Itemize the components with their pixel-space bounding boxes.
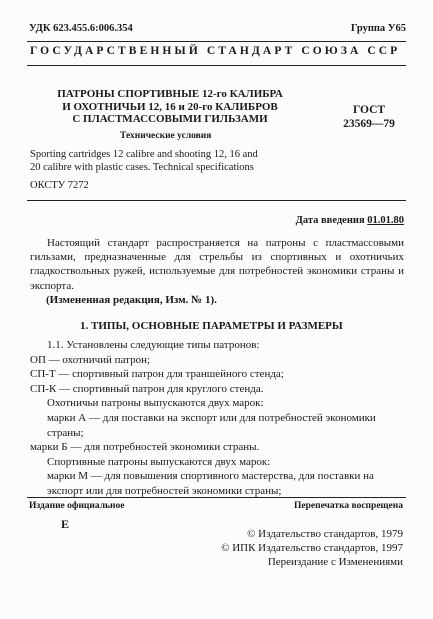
section-heading: 1. ТИПЫ, ОСНОВНЫЕ ПАРАМЕТРЫ И РАЗМЕРЫ <box>80 320 343 332</box>
udc-code: УДК 623.455.6:006.354 <box>29 23 133 34</box>
header-rule-top <box>27 41 406 42</box>
intro-amendment-note: (Измененная редакция, Изм. № 1). <box>46 294 217 306</box>
mark-a-description: марки А — для поставки на экспорт или для потребностей экономики страны; <box>47 411 376 439</box>
gost-designation <box>334 103 404 131</box>
mark-b-description: марки Б — для потребностей экономики страны. <box>30 441 260 454</box>
section-body <box>30 338 404 499</box>
reprint-prohibited-label: Перепечатка воспрещена <box>293 501 403 511</box>
document-title <box>50 88 290 126</box>
mark-m-description: марки М — для повышения спортивного мастерства, для поставки на экспорт или для потребностей экономики страны; <box>47 470 374 497</box>
english-title <box>30 148 290 174</box>
document-subtitle: Технические условия <box>120 131 212 141</box>
effective-date-value: 01.01.80 <box>367 215 404 226</box>
hunting-marks-intro: Охотничьи патроны выпускаются двух марок: <box>47 397 264 410</box>
copyright-block <box>163 527 403 570</box>
copyright-line: © ИПК Издательство стандартов, 1997 <box>221 542 403 555</box>
sport-marks-intro: Спортивные патроны выпускаются двух марок: <box>47 455 271 468</box>
gost-number: 23569—79 <box>343 118 395 130</box>
effective-date-line <box>296 215 404 226</box>
clause-1-1: 1.1. Установлены следующие типы патронов: <box>47 339 260 351</box>
title-block-rule <box>27 200 406 201</box>
group-code: Группа У65 <box>350 23 406 34</box>
okstu-code: ОКСТУ 7272 <box>30 180 89 191</box>
title-line: ПАТРОНЫ СПОРТИВНЫЕ 12-го КАЛИБРА <box>57 88 283 100</box>
gost-label: ГОСТ <box>352 104 386 116</box>
copyright-line: © Издательство стандартов, 1979 <box>247 528 403 540</box>
reissue-note: Переиздание с Изменениями <box>267 556 403 569</box>
english-title-line: Sporting cartridges 12 calibre and shooting 12, 16 and <box>30 149 258 160</box>
english-title-line: 20 calibre with plastic cases. Technical specifications <box>30 162 254 173</box>
effective-date-label: Дата введения <box>295 215 365 226</box>
header-rule-bottom <box>27 65 406 66</box>
intro-paragraph: Настоящий стандарт распространяется на патроны с пластмассовыми гильзами, предназначенные для стрельбы из спортивных и охотничьих гладкоствольных ружей, используемые для потребностей экономики страны и экспорта. <box>30 237 404 292</box>
official-edition-label: Издание официальное <box>29 501 125 511</box>
cartridge-type-op: ОП — охотничий патрон; <box>30 353 151 366</box>
cartridge-type-sp-k: СП-К — спортивный патрон для круглого стенда. <box>30 382 264 395</box>
cartridge-type-sp-t: СП-Т — спортивный патрон для траншейного стенда; <box>30 368 284 381</box>
standard-title: ГОСУДАРСТВЕННЫЙ СТАНДАРТ СОЮЗА ССР <box>30 45 401 57</box>
title-line: И ОХОТНИЧЬИ 12, 16 и 20-го КАЛИБРОВ <box>62 100 278 113</box>
footer-rule <box>27 497 406 498</box>
title-line: С ПЛАСТМАССОВЫМИ ГИЛЬЗАМИ <box>72 113 268 125</box>
edition-letter: Е <box>61 517 70 531</box>
